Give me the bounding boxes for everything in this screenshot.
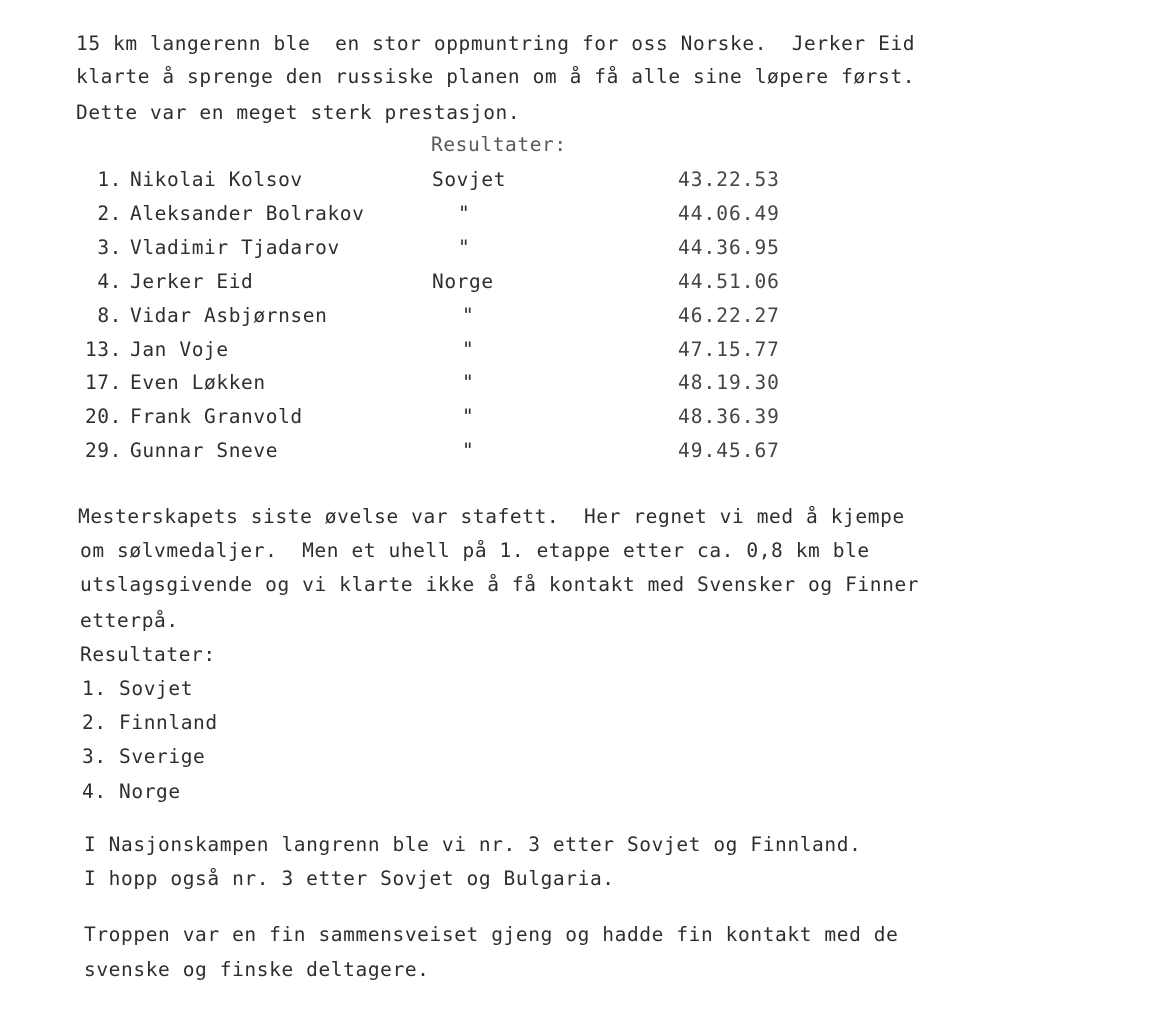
relay-line: Mesterskapets siste øvelse var stafett. Her regnet vi med å kjempe (78, 505, 905, 528)
nation: " (462, 405, 475, 428)
intro-line: Dette var en meget sterk prestasjon. (76, 101, 521, 124)
finish-time: 48.19.30 (678, 371, 780, 394)
athlete-name: Nikolai Kolsov (130, 168, 303, 191)
rank: 4. (97, 270, 122, 293)
nation: " (462, 371, 475, 394)
nation: " (462, 439, 475, 462)
nations-line: I hopp også nr. 3 etter Sovjet og Bulgaria. (84, 867, 615, 890)
athlete-name: Jerker Eid (130, 270, 254, 293)
nation: " (462, 338, 475, 361)
nation: Norge (432, 270, 494, 293)
athlete-name: Gunnar Sneve (130, 439, 279, 462)
finish-time: 43.22.53 (678, 168, 780, 191)
relay-line: om sølvmedaljer. Men et uhell på 1. etappe etter ca. 0,8 km ble (80, 539, 870, 562)
intro-line: 15 km langerenn ble en stor oppmuntring for oss Norske. Jerker Eid (76, 32, 916, 55)
rank: 13. (84, 338, 122, 361)
nation: " (458, 236, 471, 259)
intro-line: klarte å sprenge den russiske planen om å få alle sine løpere først. (76, 65, 916, 88)
table-row (0, 231, 1157, 265)
finish-time: 47.15.77 (678, 338, 780, 361)
table-row (0, 197, 1157, 231)
list-item: 2. Finnland (82, 711, 218, 734)
nations-line: I Nasjonskampen langrenn ble vi nr. 3 etter Sovjet og Finnland. (84, 833, 862, 856)
list-item: 4. Norge (82, 780, 181, 803)
finish-time: 44.36.95 (678, 236, 780, 259)
nation: " (458, 202, 471, 225)
rank: 1. (97, 168, 122, 191)
athlete-name: Vidar Asbjørnsen (130, 304, 328, 327)
rank: 2. (97, 202, 122, 225)
athlete-name: Vladimir Tjadarov (130, 236, 340, 259)
athlete-name: Aleksander Bolrakov (130, 202, 365, 225)
finish-time: 44.06.49 (678, 202, 780, 225)
rank: 29. (84, 439, 122, 462)
table-row (0, 366, 1157, 400)
rank: 3. (97, 236, 122, 259)
nation: " (462, 304, 475, 327)
closing-line: Troppen var en fin sammensveiset gjeng og hadde fin kontakt med de (84, 923, 899, 946)
finish-time: 48.36.39 (678, 405, 780, 428)
table-row (0, 265, 1157, 299)
relay-line: etterpå. (80, 609, 179, 632)
closing-line: svenske og finske deltagere. (84, 958, 430, 981)
results-heading: Resultater: (431, 133, 567, 156)
athlete-name: Frank Granvold (130, 405, 303, 428)
athlete-name: Even Løkken (130, 371, 266, 394)
finish-time: 49.45.67 (678, 439, 780, 462)
finish-time: 44.51.06 (678, 270, 780, 293)
relay-results-heading: Resultater: (80, 643, 216, 666)
table-row (0, 163, 1157, 197)
table-row (0, 434, 1157, 468)
rank: 8. (97, 304, 122, 327)
table-row (0, 299, 1157, 333)
athlete-name: Jan Voje (130, 338, 229, 361)
finish-time: 46.22.27 (678, 304, 780, 327)
list-item: 3. Sverige (82, 745, 206, 768)
rank: 20. (84, 405, 122, 428)
table-row (0, 333, 1157, 367)
nation: Sovjet (432, 168, 507, 191)
rank: 17. (84, 371, 122, 394)
list-item: 1. Sovjet (82, 677, 194, 700)
table-row (0, 400, 1157, 434)
relay-line: utslagsgivende og vi klarte ikke å få kontakt med Svensker og Finner (80, 573, 920, 596)
